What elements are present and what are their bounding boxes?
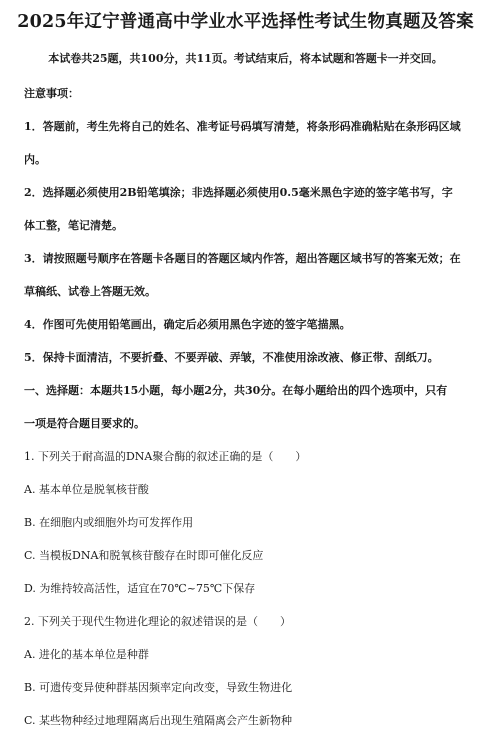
notice-1-line-2: 内。 <box>24 153 46 166</box>
question-2-option-a: A. 进化的基本单位是种群 <box>24 648 149 661</box>
notice-5: 5．保持卡面清洁，不要折叠、不要弄破、弄皱，不准使用涂改液、修正带、刮纸刀。 <box>24 351 439 364</box>
question-2-stem: 2. 下列关于现代生物进化理论的叙述错误的是（ ） <box>24 615 291 628</box>
page-title: 2025年辽宁普通高中学业水平选择性考试生物真题及答案 <box>17 12 474 32</box>
notice-2-line-1: 2．选择题必须使用2B铅笔填涂；非选择题必须使用0.5毫米黑色字迹的签字笔书写，字 <box>24 186 453 199</box>
exam-intro: 本试卷共25题，共100分，共11页。考试结束后，将本试题和答题卡一并交回。 <box>48 52 443 65</box>
notice-2-line-2: 体工整，笔记清楚。 <box>24 219 123 232</box>
notice-4: 4．作图可先使用铅笔画出，确定后必须用黑色字迹的签字笔描黑。 <box>24 318 351 331</box>
question-1-option-d: D. 为维持较高活性，适宜在70℃~75℃下保存 <box>24 582 256 595</box>
section-heading-line-1: 一、选择题：本题共15小题，每小题2分，共30分。在每小题给出的四个选项中，只有 <box>24 384 448 397</box>
notice-1-line-1: 1．答题前，考生先将自己的姓名、准考证号码填写清楚，将条形码准确粘贴在条形码区域 <box>24 120 461 133</box>
question-2-option-c: C. 某些物种经过地理隔离后出现生殖隔离会产生新物种 <box>24 714 293 727</box>
question-2-option-b: B. 可遗传变异使种群基因频率定向改变，导致生物进化 <box>24 681 293 694</box>
section-heading-line-2: 一项是符合题目要求的。 <box>24 417 145 430</box>
question-1-option-b: B. 在细胞内或细胞外均可发挥作用 <box>24 516 194 529</box>
question-1-stem: 1. 下列关于耐高温的DNA聚合酶的叙述正确的是（ ） <box>24 450 307 463</box>
question-1-option-c: C. 当模板DNA和脱氧核苷酸存在时即可催化反应 <box>24 549 264 562</box>
question-1-option-a: A. 基本单位是脱氧核苷酸 <box>24 483 149 496</box>
notice-3-line-1: 3．请按照题号顺序在答题卡各题目的答题区域内作答，超出答题区域书写的答案无效；在 <box>24 252 461 265</box>
notice-heading: 注意事项： <box>24 87 79 100</box>
notice-3-line-2: 草稿纸、试卷上答题无效。 <box>24 285 156 298</box>
